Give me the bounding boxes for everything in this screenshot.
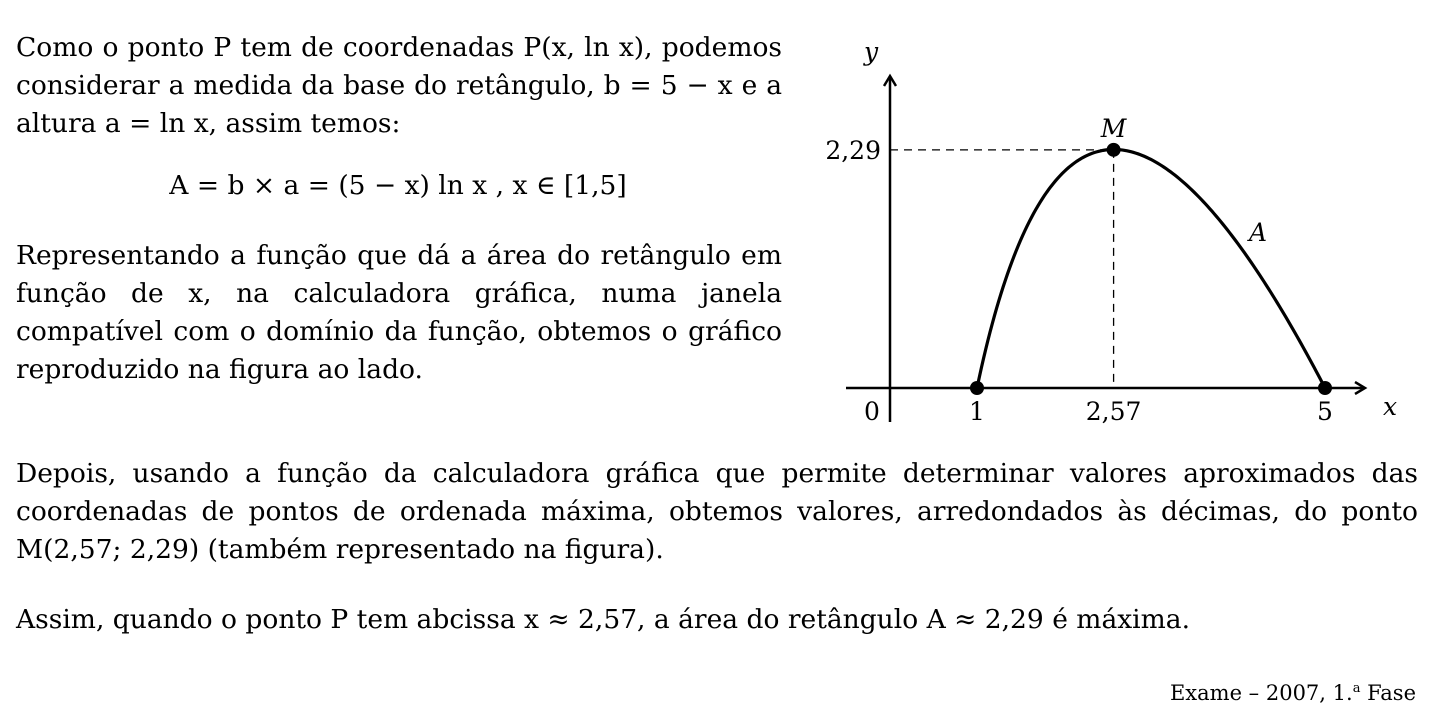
maximum-paragraph: Depois, usando a função da calculadora gráfica que permite determinar valores aproximados das coordenadas de pontos de ordenada máxima, obtemos valores, arredondados às décimas, do ponto M(2,57; 2,29) (também representado na figura). [16,458,1418,565]
max-point-m [1107,143,1121,157]
curve-label: A [1248,218,1268,247]
y-tick-label: 2,29 [825,135,881,165]
y-axis-label: y [863,37,879,66]
x-axis-label: x [1382,392,1398,421]
source-citation [1170,676,1416,706]
root-point [970,381,984,395]
conclusion-paragraph: Assim, quando o ponto P tem abcissa x ≈ 2,57, a área do retângulo A ≈ 2,29 é máxima. [16,604,1191,635]
source-suffix: Fase [1360,681,1416,705]
function-graph [800,20,1400,440]
origin-label: 0 [864,397,880,426]
curve-a [977,149,1325,388]
graph-description-paragraph: Representando a função que dá a área do retângulo em função de x, na calculadora gráfica, numa janela compatível com o domínio da função, obtemos o gráfico reproduzido na figura ao lado. [16,240,782,385]
x-tick-label: 5 [1317,397,1333,426]
x-tick-label: 2,57 [1085,397,1142,426]
source-text: Exame – 2007, 1. [1169,681,1353,705]
max-point-label: M [1100,113,1127,143]
x-tick-label: 1 [969,397,985,426]
source-superscript: a [1352,681,1361,696]
root-point [1318,381,1332,395]
area-formula: A = b × a = (5 − x) ln x , x ∈ [1,5] [169,170,627,201]
intro-paragraph: Como o ponto P tem de coordenadas P(x, ln x), podemos considerar a medida da base do retângulo, b = 5 − x e a altura a = ln x, assim temos: [16,32,782,139]
